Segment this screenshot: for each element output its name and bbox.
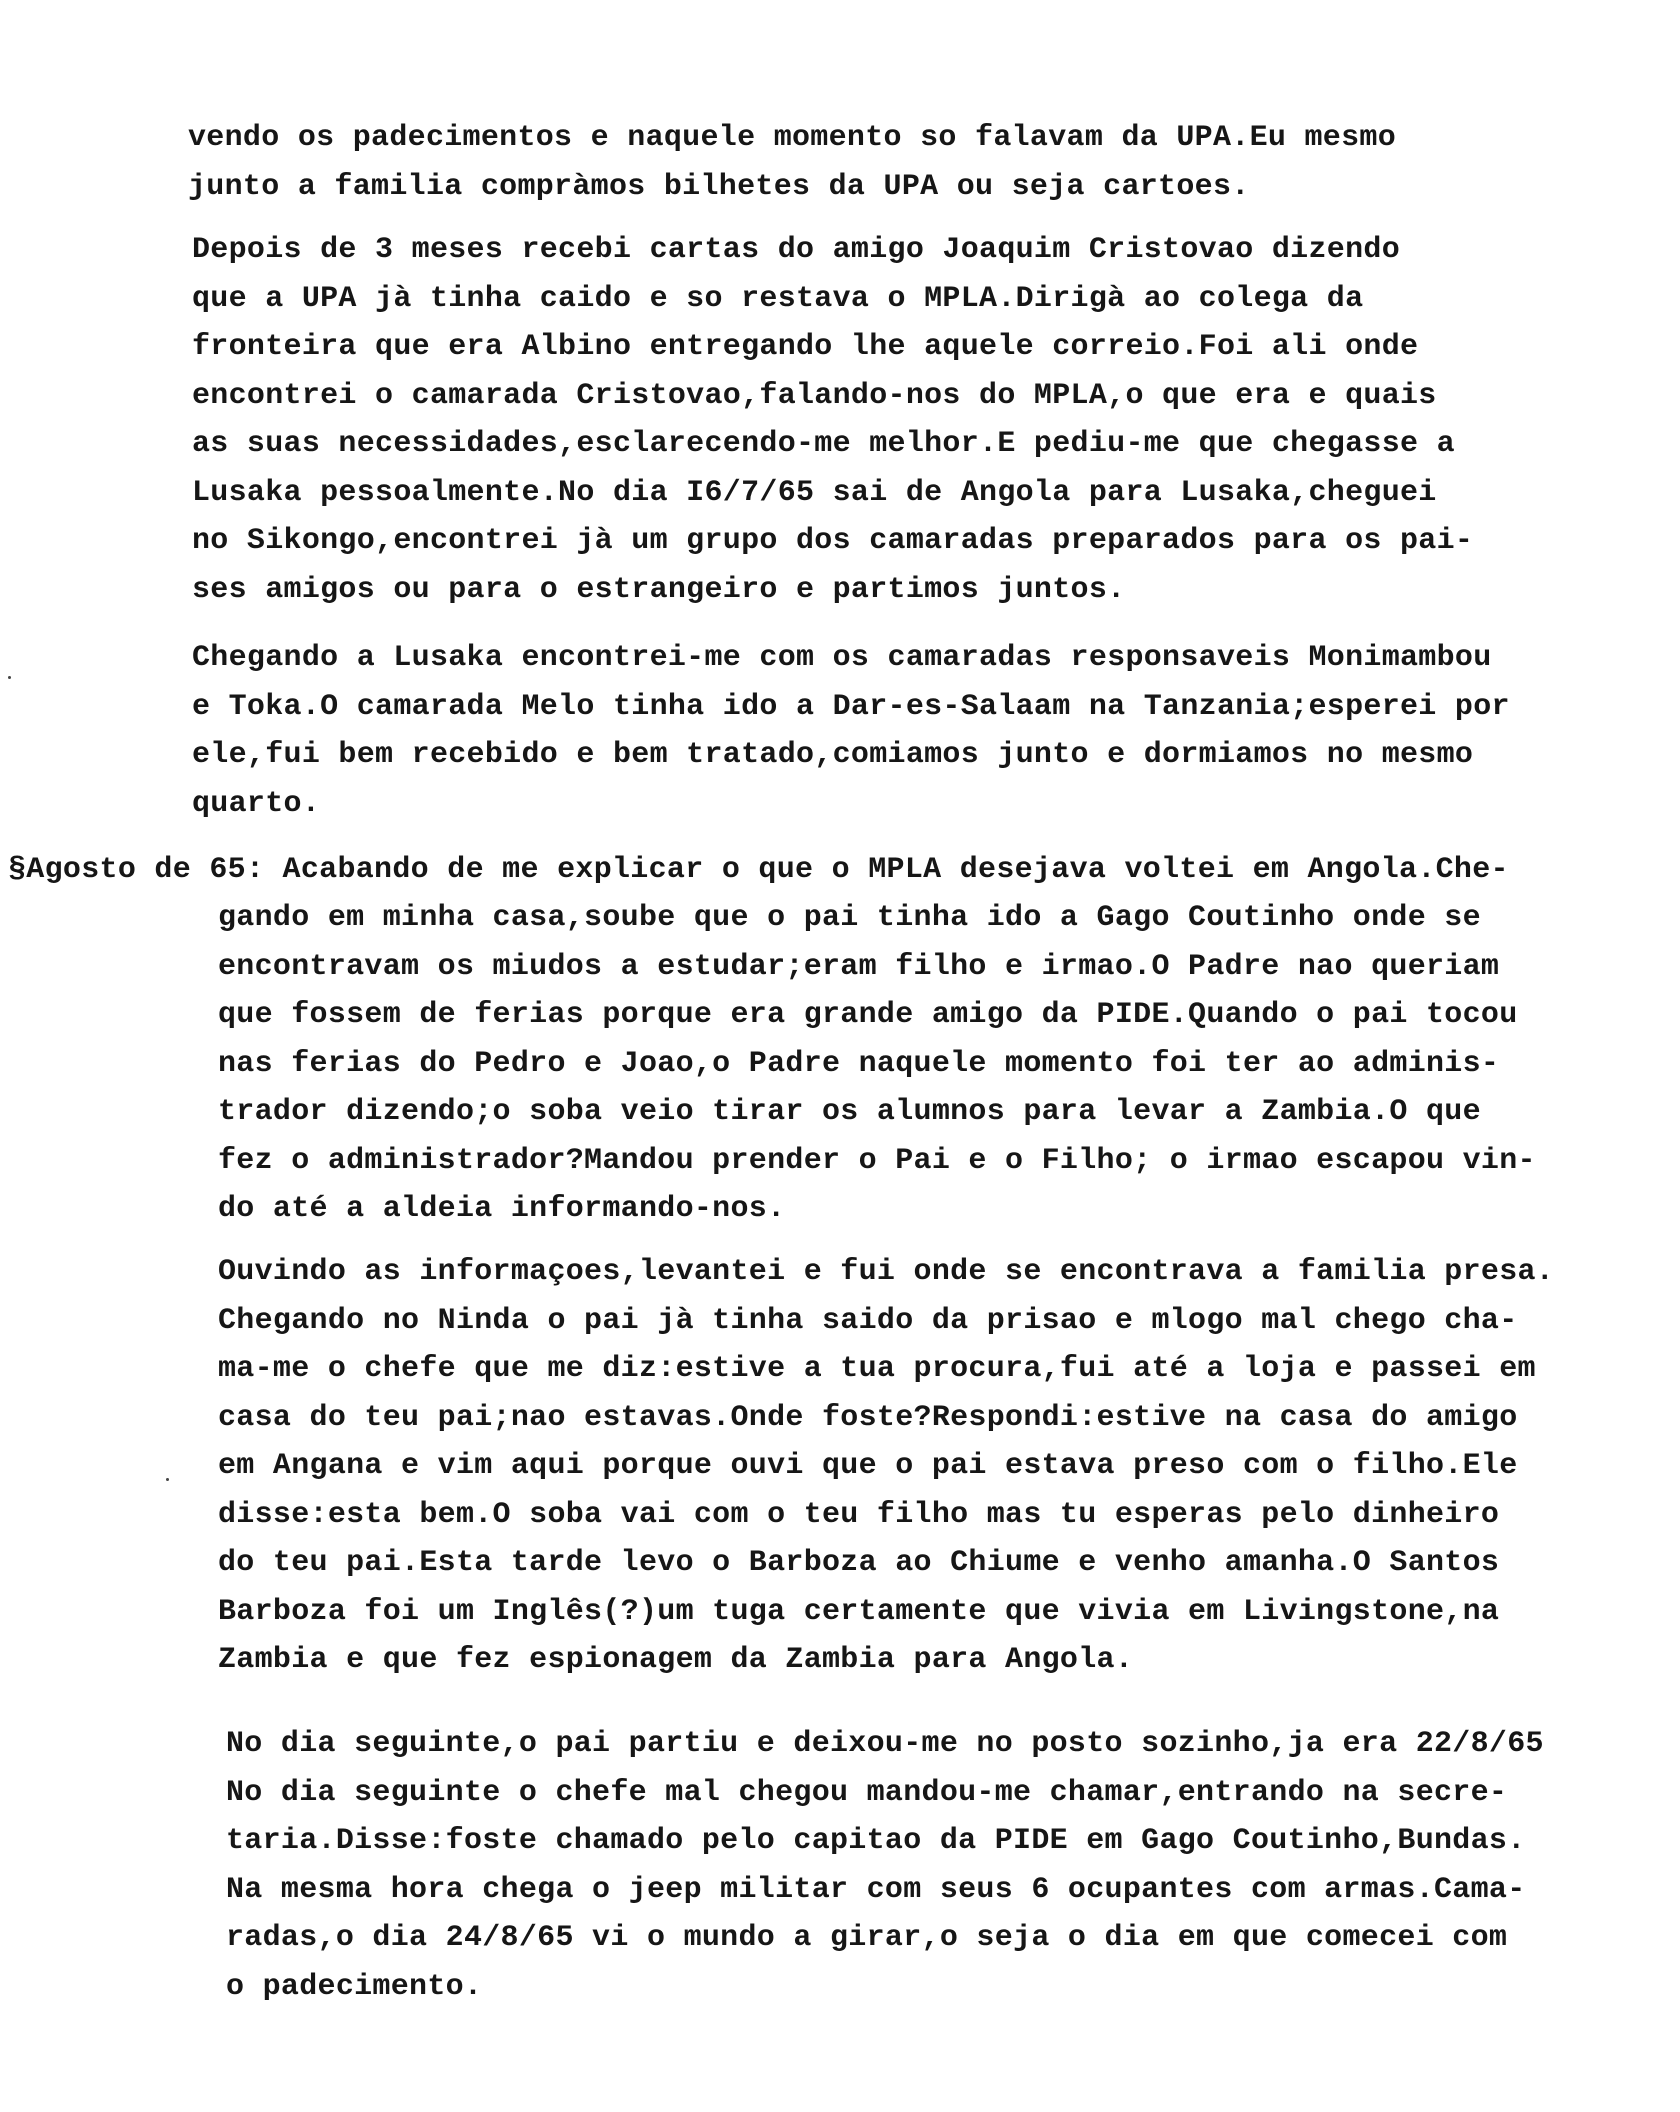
text-line: Chegando no Ninda o pai jà tinha saido da prisao e mlogo mal chego cha- bbox=[218, 1303, 1518, 1338]
text-line: encontravam os miudos a estudar;eram filho e irmao.O Padre nao queriam bbox=[218, 949, 1500, 984]
paragraph-4 bbox=[218, 894, 1536, 1234]
text-line: Na mesma hora chega o jeep militar com seus 6 ocupantes com armas.Cama- bbox=[226, 1872, 1526, 1907]
text-line: em Angana e vim aqui porque ouvi que o pai estava preso com o filho.Ele bbox=[218, 1449, 1518, 1483]
text-line: no Sikongo,encontrei jà um grupo dos camaradas preparados para os pai- bbox=[192, 524, 1474, 558]
text-line: Zambia e que fez espionagem da Zambia para Angola. bbox=[218, 1643, 1134, 1677]
text-line: taria.Disse:foste chamado pelo capitao da PIDE em Gago Coutinho,Bundas. bbox=[226, 1824, 1526, 1858]
text-line: as suas necessidades,esclarecendo-me melhor.E pediu-me que chegasse a bbox=[192, 427, 1455, 461]
text-line: nas ferias do Pedro e Joao,o Padre naquele momento foi ter ao adminis- bbox=[218, 1046, 1500, 1081]
text-line: fez o administrador?Mandou prender o Pai e o Filho; o irmao escapou vin- bbox=[218, 1143, 1536, 1178]
paragraph-3 bbox=[192, 634, 1510, 828]
text-line: radas,o dia 24/8/65 vi o mundo a girar,o seja o dia em que comecei com bbox=[226, 1921, 1508, 1955]
text-line: No dia seguinte,o pai partiu e deixou-me no posto sozinho,ja era 22/8/65 bbox=[226, 1727, 1544, 1761]
text-line: No dia seguinte o chefe mal chegou mandou-me chamar,entrando na secre- bbox=[226, 1775, 1508, 1810]
section-dated-line: §Agosto de 65: Acabando de me explicar o que o MPLA desejava voltei em Angola.Che- bbox=[8, 853, 1509, 887]
text-line: que a UPA jà tinha caido e so restava o MPLA.Dirigà ao colega da bbox=[192, 281, 1364, 316]
text-line: do teu pai.Esta tarde levo o Barboza ao Chiume e venho amanha.O Santos bbox=[218, 1546, 1500, 1580]
paragraph-1 bbox=[188, 114, 1396, 211]
paragraph-6 bbox=[226, 1720, 1544, 2011]
text-line: casa do teu pai;nao estavas.Onde foste?Respondi:estive na casa do amigo bbox=[218, 1400, 1518, 1435]
text-line: que fossem de ferias porque era grande amigo da PIDE.Quando o pai tocou bbox=[218, 998, 1518, 1032]
text-line: Chegando a Lusaka encontrei-me com os camaradas responsaveis Monimambou bbox=[192, 641, 1492, 675]
text-line: junto a familia compràmos bilhetes da UPA ou seja cartoes. bbox=[188, 169, 1250, 204]
text-line: ele,fui bem recebido e bem tratado,comiamos junto e dormiamos no mesmo bbox=[192, 738, 1474, 772]
text-line: o padecimento. bbox=[226, 1969, 483, 2004]
text-line: quarto. bbox=[192, 786, 321, 821]
text-line: e Toka.O camarada Melo tinha ido a Dar-es-Salaam na Tanzania;esperei por bbox=[192, 689, 1510, 724]
text-line: trador dizendo;o soba veio tirar os alumnos para levar a Zambia.O que bbox=[218, 1095, 1481, 1129]
paragraph-5 bbox=[218, 1248, 1554, 1685]
scan-speck bbox=[8, 676, 11, 679]
text-line: disse:esta bem.O soba vai com o teu filho mas tu esperas pelo dinheiro bbox=[218, 1497, 1500, 1532]
text-line: gando em minha casa,soube que o pai tinha ido a Gago Coutinho onde se bbox=[218, 901, 1481, 935]
text-line: do até a aldeia informando-nos. bbox=[218, 1192, 786, 1226]
text-line: Depois de 3 meses recebi cartas do amigo Joaquim Cristovao dizendo bbox=[192, 233, 1400, 267]
text-line: vendo os padecimentos e naquele momento so falavam da UPA.Eu mesmo bbox=[188, 121, 1396, 155]
text-line: fronteira que era Albino entregando lhe aquele correio.Foi ali onde bbox=[192, 330, 1419, 364]
text-line: Ouvindo as informaçoes,levantei e fui onde se encontrava a familia presa. bbox=[218, 1255, 1555, 1289]
text-line: ses amigos ou para o estrangeiro e partimos juntos. bbox=[192, 572, 1126, 607]
text-line: ma-me o chefe que me diz:estive a tua procura,fui até a loja e passei em bbox=[218, 1352, 1536, 1386]
paragraph-4-heading-line bbox=[8, 846, 1509, 895]
scan-speck bbox=[166, 1478, 169, 1481]
text-line: encontrei o camarada Cristovao,falando-nos do MPLA,o que era e quais bbox=[192, 378, 1437, 413]
text-line: Lusaka pessoalmente.No dia I6/7/65 sai de Angola para Lusaka,cheguei bbox=[192, 475, 1437, 510]
text-line: Barboza foi um Inglês(?)um tuga certamente que vivia em Livingstone,na bbox=[218, 1594, 1500, 1629]
paragraph-2 bbox=[192, 226, 1473, 614]
